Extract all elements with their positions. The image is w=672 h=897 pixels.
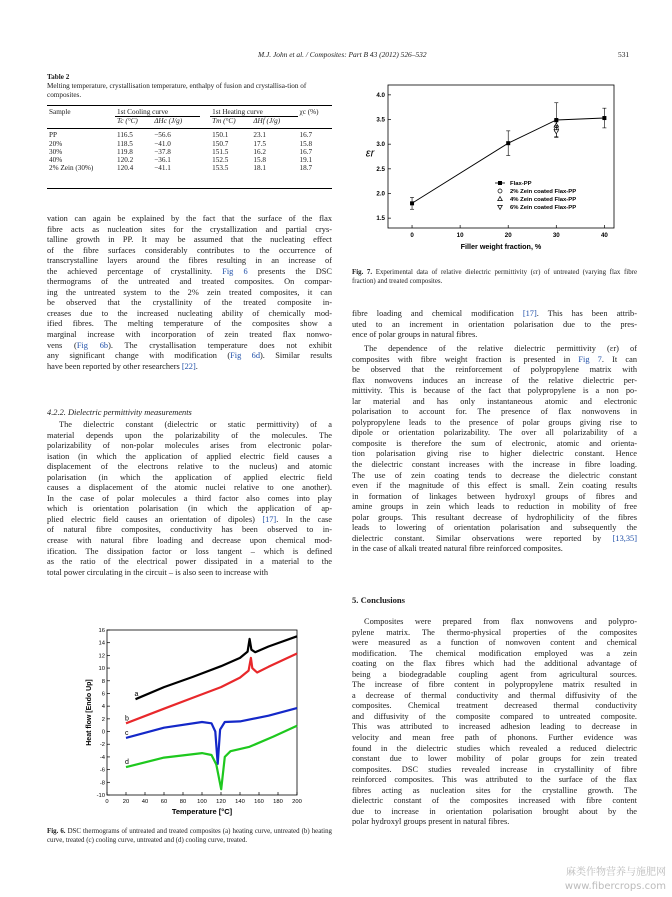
table-cell: 19.1 (299, 156, 313, 165)
fig7-point (554, 130, 559, 134)
text-line: Composites were prepared from flax nonwovens and polypro- (364, 617, 637, 626)
text-line: composites with fibre weight fraction is presented in Fig 7. It can (352, 354, 637, 364)
col-sub-dhf: ΔHf (J/g) (253, 117, 281, 126)
text-line: vens (Fig 6b). The crystallisation temperature does not exhibit (47, 340, 332, 350)
fig6-plot-frame (107, 630, 297, 795)
table-rule-top (47, 105, 332, 106)
text-line: polar hydroxyl groups present in natural fibres. (352, 817, 510, 827)
fig6-y-axis-label: Heat flow [Endo Up] (86, 679, 93, 746)
text-line: velocity and mean free path of phonons. Further evidence was (352, 733, 637, 743)
text-line: dipole or orientation polarizability. The over all polarizability of a (352, 428, 637, 438)
text-line: This was attributed to increased adhesion leading to decrease in (352, 722, 637, 732)
fig6-y-tick-label: -10 (96, 793, 105, 799)
right-paragraph-2 (352, 344, 637, 555)
table-row (47, 140, 332, 148)
table-row (47, 164, 332, 172)
fig6-y-tick-label: -2 (99, 742, 105, 749)
text-line: which is orientation polarisation (in which the application of ap- (47, 504, 332, 514)
fig7-x-axis-label: Filler weight fraction, % (460, 242, 542, 251)
fig6-x-tick-label: 100 (197, 799, 207, 805)
text-line: transcrystalline layers around the fibres resulting in an increase of (47, 256, 332, 266)
fig6-x-tick-label: 80 (179, 799, 187, 805)
table-cell: 40% (49, 156, 63, 165)
fig6-x-tick-label: 200 (292, 799, 302, 805)
col-header-sample: Sample (49, 108, 71, 117)
fig6-caption (47, 828, 332, 845)
text-line: fibres acting as nucleation sites for the crystalline growth. The (352, 785, 637, 795)
col-sub-dhc: ΔHc (J/g) (154, 117, 183, 126)
table-2 (47, 108, 332, 172)
table-row (47, 148, 332, 156)
fig7-y-tick-label: 2.0 (376, 190, 385, 198)
table-cell: 16.7 (299, 131, 313, 140)
text-line: constant due to lower mobility of polar groups for zein treated (352, 754, 637, 764)
fig7-y-tick-label: 3.0 (376, 141, 385, 149)
text-line: In the case of polar molecules a third factor also comes into play (47, 493, 332, 503)
fig6-y-tick-label: 14 (98, 640, 105, 647)
text-line: The increase of fibre content in polypropylene matrix resulted in (352, 680, 637, 690)
text-line: the achieved percentage of crystallinity. Fig 6 presents the DSC (47, 266, 332, 276)
fig7-legend-marker (498, 189, 502, 193)
text-line: in the case of alkali treated natural fibre reinforced composites. (352, 544, 563, 554)
text-line: were measured as a function of nonwoven content and chemical (352, 638, 637, 648)
watermark (490, 866, 666, 894)
text-line: polarisation (in which the application of applied electric field (47, 472, 332, 482)
fig6-y-tick-label: -6 (99, 767, 105, 774)
conclusions-title: 5. Conclusions (352, 595, 406, 605)
table-rule-bottom (47, 188, 332, 189)
fig6-x-tick-label: 120 (216, 799, 226, 805)
fig6-x-tick-label: 0 (105, 799, 109, 805)
text-line: being a biodegradable coupling agent from agricultural sources. (352, 669, 637, 679)
text-line: the dielectric constant increases with the increase in fibre loading. (352, 460, 637, 470)
watermark-line-1: 麻类作物营养与施肥网 (566, 867, 666, 878)
text-line: fibre loading and chemical modification [17]. This has been attrib- (352, 309, 637, 318)
table-cell: 150.7 (212, 139, 229, 148)
fig6-series-label-a: a (134, 691, 139, 699)
table-cell: 18.7 (299, 164, 313, 173)
text-line: ified fibres. The melting temperature of the composites show a (47, 319, 332, 329)
fig6-series-label-b: b (125, 715, 129, 723)
text-line: leads to lowering of orientation polarisation and subsequently the (352, 523, 637, 533)
fig6-x-axis-label: Temperature [°C] (171, 807, 233, 816)
fig7-legend-marker (498, 197, 503, 201)
text-line: creases due to the increased nucleating ability of chemically mod- (47, 308, 332, 318)
text-line: mittivity. This is because of the fact that polypropylene is a non po- (352, 386, 637, 396)
fig7-caption-text: Experimental data of relative dielectric permittivity (εr) of untreated (varying flax fibre fraction) and treated composites. (352, 269, 638, 285)
text-line: ing the untreated system to the 2% zein treated composites, it can (47, 287, 332, 297)
table-cell: 150.1 (212, 131, 229, 140)
table-cell: −56.6 (154, 131, 171, 140)
fig7-point (506, 141, 510, 145)
text-line: causes a displacement of the atomic nuclei relative to one another). (47, 483, 332, 493)
table-caption-text: Melting temperature, crystallisation temperature, enthalpy of fusion and crystallisa-tion of composites. (47, 82, 307, 99)
fig6-caption-label: Fig. 6. (47, 828, 66, 835)
text-line: in formation of linkages between hydroxyl groups of fibres and (352, 491, 637, 501)
fig6-y-tick-label: 2 (101, 716, 105, 723)
text-line: plied electric field causes an orientation of dipoles) [17]. In the case (47, 514, 332, 524)
text-line: of the fibre surfaces considerably contributes to the occurrence of (47, 245, 332, 255)
fig6-y-tick-label: 0 (101, 729, 105, 736)
table-cell: 116.5 (117, 131, 133, 140)
text-line: coating on the flax fibres which had the additional advantage of (352, 659, 637, 669)
text-line: dielectric constant. Similar observations were reported by [13,35] (352, 533, 637, 543)
fig6-series-d (126, 726, 297, 790)
table-cell: 23.1 (253, 131, 266, 140)
fig7-caption (352, 269, 637, 286)
fig7-x-tick-label: 40 (600, 232, 608, 239)
text-line: polypropylene leads to the presence of polar groups giving rise to (352, 417, 637, 427)
table-cell: 119.8 (117, 147, 133, 156)
table-cell: 20% (49, 139, 63, 148)
text-line: ification. The dissipation factor or loss tangent – which is defined (47, 546, 332, 556)
fig7-y-tick-label: 3.5 (376, 116, 385, 124)
table-cell: PP (49, 131, 57, 140)
text-line: The dielectric constant (dielectric or static permittivity) of a (59, 420, 332, 429)
table-row (47, 156, 332, 164)
text-line: found in the dielectric studies which revealed a reduced dielectric (352, 743, 637, 753)
fig7-legend-label: 4% Zein coated Flax-PP (510, 197, 577, 203)
table-cell: −37.8 (154, 147, 171, 156)
fig6-x-tick-label: 40 (141, 799, 149, 805)
text-line: reinforced composites. This was attributed to the surface of the flax (352, 775, 637, 785)
fig7-caption-label: Fig. 7. (352, 269, 373, 276)
fig7-legend-label: 2% Zein coated Flax-PP (510, 189, 577, 195)
text-line: crease with natural fibre loading and decrease upon chemical mod- (47, 536, 332, 546)
text-line: even if the magnitude of this effect is small. Zein coating results (352, 481, 637, 491)
text-line: uted to an increment in orientation polarisation due to the pres- (352, 319, 637, 329)
fig6-x-tick-label: 140 (235, 799, 245, 805)
fig6-y-tick-label: -4 (99, 754, 105, 761)
text-line: isation (in which the application of applied electric field causes a (47, 451, 332, 461)
text-line: ence of polar groups in natural fibres. (352, 330, 478, 340)
fig7-y-tick-label: 1.5 (376, 215, 385, 223)
text-line: marginal increase with incorporation of zein treated flax nonwo- (47, 330, 332, 340)
table-cell: 15.8 (299, 139, 313, 148)
text-line: of natural fibre composites, conductivity has been observed to in- (47, 525, 332, 535)
table-cell: 17.5 (253, 139, 266, 148)
text-line: fibre acts as nucleation sites for the crystallization and partial crys- (47, 224, 332, 234)
fig6-y-tick-label: 12 (98, 653, 105, 660)
fig7-x-tick-label: 30 (552, 232, 560, 239)
table-cell: 153.5 (212, 164, 229, 173)
fig7-legend-marker (498, 205, 503, 209)
col-header-heating: 1st Heating curve (210, 108, 297, 117)
col-header-cooling: 1st Cooling curve (115, 108, 200, 117)
text-line: dielectric constant of the composites increased with fibre content (352, 796, 637, 806)
col-sub-tm: Tm (°C) (212, 117, 236, 126)
fig6-series-label-c: c (125, 729, 129, 737)
text-line: amine groups in zein which leads to reduction in mobility of free (352, 502, 637, 512)
table-cell: 16.7 (299, 147, 313, 156)
text-line: flax nonwovens induces an increase of the relative dielectric per- (352, 375, 637, 385)
left-paragraph-2 (47, 420, 332, 578)
text-line: modification. The chemical modification employed was a zein (352, 648, 637, 658)
text-line: be observed that the crystallinity of the treated composite in- (47, 298, 332, 308)
text-line: any significant change with modification (Fig 6d). Similar results (47, 351, 332, 361)
text-line: total power circulating in the circuit – is also seen to increase with (47, 567, 269, 577)
table-cell: 30% (49, 147, 63, 156)
fig7-y-axis-label: εr (365, 147, 375, 160)
text-line: composites. DSC studies revealed increase in crystallinity of fibre (352, 764, 637, 774)
table-caption (47, 73, 332, 100)
text-line: composites. Chemical treatment decreased thermal conductivity (352, 701, 637, 711)
table-cell: −41.0 (154, 139, 171, 148)
table-cell: 151.5 (212, 147, 229, 156)
watermark-line-2: www.fibercrops.com (564, 881, 666, 892)
table-cell: 2% Zein (30%) (49, 164, 94, 173)
table-cell: −36.1 (154, 156, 171, 165)
text-line: be observed that the reinforcement of polypropylene matrix with (352, 365, 637, 375)
fig6-y-tick-label: 10 (98, 666, 105, 673)
fig7-y-tick-label: 2.5 (376, 165, 385, 173)
text-line: polarizability of non-polar molecules arises from electronic polar- (47, 441, 332, 451)
fig6-dsc-chart (85, 622, 305, 820)
text-line: lar material and has only instantaneous atomic and electronic (352, 396, 637, 406)
table-cell: 18.1 (253, 164, 266, 173)
conclusions-paragraph (352, 617, 637, 828)
fig6-series-label-d: d (125, 759, 129, 767)
text-line: a decrease of thermal conductivity and thermal diffusivity of the (352, 690, 637, 700)
text-line: composite is therefore the sum of electronic, atomic and orienta- (352, 438, 637, 448)
text-line: vation can again be explained by the fact that the surface of the flax (47, 214, 332, 223)
text-line: thermograms of the untreated and treated composites. On compar- (47, 277, 332, 287)
subsection-title: 4.2.2. Dielectric permittivity measurements (47, 408, 192, 417)
text-line: tion polarisation giving rise to higher dielectric constant. Hence (352, 449, 637, 459)
fig6-caption-text: DSC thermograms of untreated and treated composites (a) heating curve, untreated (b) heating curve, treated (c) cooling curve, untreated and (d) cooling curve, treated. (47, 828, 332, 844)
fig7-permittivity-chart (352, 80, 622, 262)
table-cell: 120.2 (117, 156, 134, 165)
text-line: as the ratio of the electrical power dissipated in a material to the (47, 557, 332, 567)
table-cell: 120.4 (117, 164, 134, 173)
text-line: polar groups. This resultant decrease of hydrophilicity of the fibres (352, 512, 637, 522)
fig7-x-tick-label: 10 (456, 232, 464, 239)
right-paragraph-1 (352, 309, 637, 341)
fig7-point (602, 116, 606, 120)
fig6-y-tick-label: 4 (101, 704, 105, 711)
table-cell: −41.1 (154, 164, 171, 173)
fig6-x-tick-label: 180 (273, 799, 283, 805)
fig6-y-tick-label: -8 (99, 780, 105, 787)
col-sub-tc: Tc (°C) (117, 117, 138, 126)
fig7-legend-marker (498, 181, 502, 185)
fig7-legend-label: 6% Zein coated Flax-PP (510, 205, 577, 211)
text-line: polarisation to account for. The presence of flax nonwovens in (352, 407, 637, 417)
fig6-y-tick-label: 16 (98, 628, 105, 634)
fig7-x-tick-label: 0 (410, 232, 414, 239)
table-title: Table 2 (47, 73, 70, 81)
fig7-point (410, 201, 414, 205)
fig6-series-b (126, 654, 297, 724)
text-line: The dependence of the relative dielectric permittivity (εr) of (364, 344, 637, 353)
table-row (47, 131, 332, 139)
text-line: talline growth in PP. It may be assumed that the nucleating effect (47, 235, 332, 245)
running-head: M.J. John et al. / Composites: Part B 43 (2012) 526–532 (258, 50, 427, 59)
fig6-x-tick-label: 60 (160, 799, 168, 805)
text-line: The use of zein coating tends to decrease the dielectric constant (352, 470, 637, 480)
page-number: 531 (618, 50, 630, 59)
left-paragraph-1 (47, 214, 332, 372)
text-line: and diffusivity of the composite compared to untreated composite. (352, 711, 637, 721)
fig6-y-tick-label: 8 (101, 678, 105, 685)
text-line: have been reported by other researchers [22]. (47, 361, 198, 371)
text-line: pylene matrix. The thermo-physical properties of the composites (352, 627, 637, 637)
text-line: due to increase in orientation polarisation brought about by the (352, 806, 637, 816)
table-cell: 15.8 (253, 156, 266, 165)
fig6-x-tick-label: 160 (254, 799, 264, 805)
fig7-y-tick-label: 4.0 (376, 91, 385, 99)
fig6-x-tick-label: 20 (122, 799, 130, 805)
text-line: displacement of the electrons relative to the nucleus) and atomic (47, 462, 332, 472)
table-cell: 152.5 (212, 156, 229, 165)
fig7-legend-label: Flax-PP (510, 181, 532, 187)
text-line: material depends upon the polarizability of the molecules. The (47, 430, 332, 440)
table-cell: 118.5 (117, 139, 133, 148)
fig7-x-tick-label: 20 (504, 232, 512, 239)
table-cell: 16.2 (253, 147, 266, 156)
fig6-y-tick-label: 6 (101, 691, 105, 698)
col-header-chi: χc (%) (299, 108, 319, 117)
